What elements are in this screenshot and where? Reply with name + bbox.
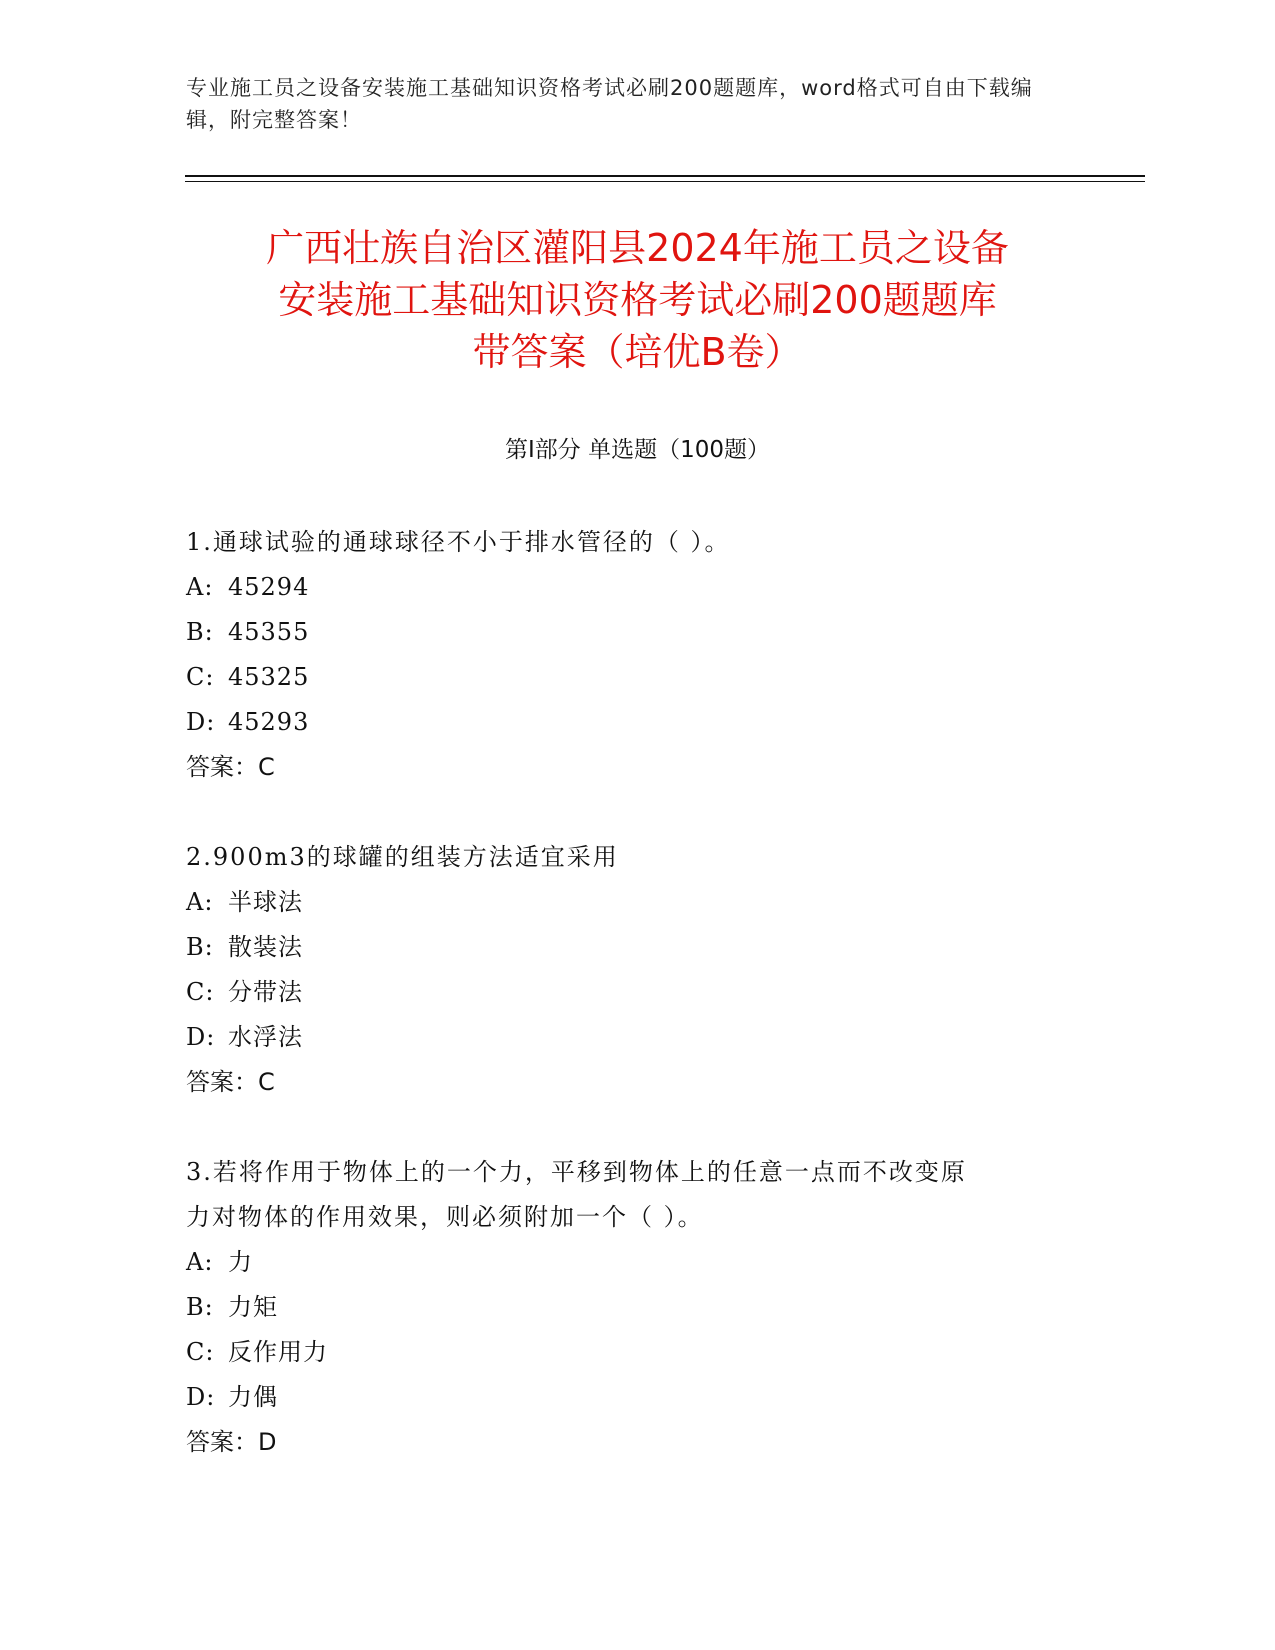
option-text: 半球法 [228,888,303,916]
answer-line: 答案：D [186,1428,277,1456]
option-d [186,700,1066,745]
option-a [186,880,1066,925]
question-stem: 2.900m3的球罐的组装方法适宜采用 [186,843,619,871]
title-line-2: 安装施工基础知识资格考试必刷200题题库 [278,278,997,322]
option-letter: B: [186,618,214,646]
option-c [186,1330,1066,1375]
option-text: 力矩 [228,1293,278,1321]
option-b [186,925,1066,970]
option-text: 散装法 [228,933,303,961]
question-1 [186,520,1066,790]
header-note: 专业施工员之设备安装施工基础知识资格考试必刷200题题库，word格式可自由下载编辑，附完整答案！ [186,76,1033,132]
document-title [150,222,1125,378]
option-text: 45293 [228,708,310,736]
question-spacer [186,1105,1066,1150]
option-b [186,610,1066,655]
header-divider-thick [185,175,1145,177]
question-list [186,520,1066,1465]
question-spacer [186,790,1066,835]
option-text: 45294 [228,573,310,601]
option-a [186,1240,1066,1285]
question-stem: 3.若将作用于物体上的一个力，平移到物体上的任意一点而不改变原 [186,1158,967,1186]
option-letter: A: [186,1248,214,1276]
option-letter: D: [186,708,216,736]
option-letter: A: [186,573,214,601]
option-letter: C: [186,978,215,1006]
option-d [186,1375,1066,1420]
answer-line: 答案：C [186,1068,275,1096]
title-line-3: 带答案（培优B卷） [472,330,803,374]
question-3 [186,1150,1066,1465]
option-text: 45325 [228,663,310,691]
option-text: 分带法 [228,978,303,1006]
option-a [186,565,1066,610]
option-letter: C: [186,663,215,691]
option-letter: C: [186,1338,215,1366]
title-line-1: 广西壮族自治区灌阳县2024年施工员之设备 [266,226,1009,270]
section-heading: 第I部分 单选题（100题） [505,437,770,463]
question-2 [186,835,1066,1105]
option-c [186,655,1066,700]
option-letter: D: [186,1023,216,1051]
question-stem: 1.通球试验的通球球径不小于排水管径的（ ）。 [186,528,731,556]
option-letter: B: [186,933,214,961]
option-text: 45355 [228,618,310,646]
header-divider-thin [185,181,1145,182]
option-letter: D: [186,1383,216,1411]
option-text: 水浮法 [228,1023,303,1051]
option-letter: A: [186,888,214,916]
option-text: 力 [228,1248,253,1276]
option-text: 反作用力 [228,1338,328,1366]
option-b [186,1285,1066,1330]
option-text: 力偶 [228,1383,278,1411]
answer-line: 答案：C [186,753,275,781]
option-letter: B: [186,1293,214,1321]
option-d [186,1015,1066,1060]
question-stem-continued: 力对物体的作用效果，则必须附加一个（ ）。 [186,1203,704,1231]
option-c [186,970,1066,1015]
